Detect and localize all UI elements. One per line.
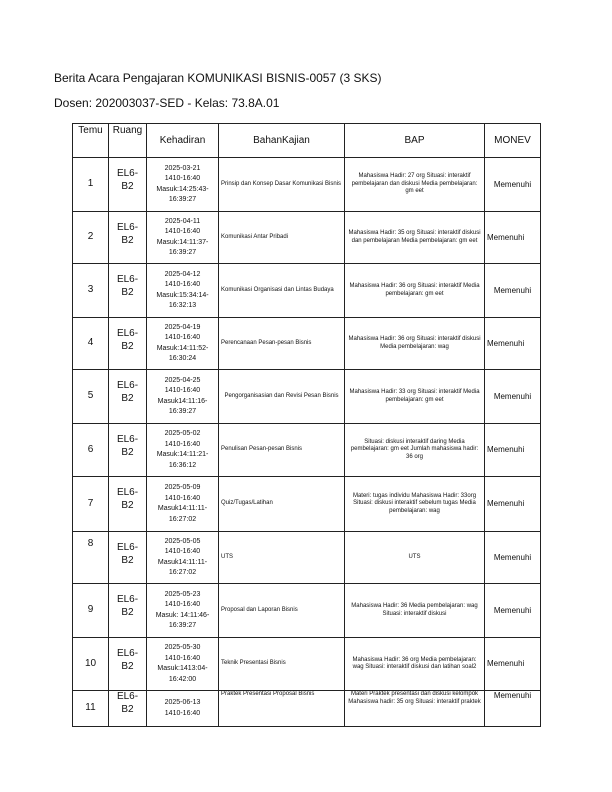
column-header-monev: MONEV xyxy=(485,124,541,158)
kehadiran-date: 2025-03-21 xyxy=(164,164,201,172)
table-row xyxy=(73,158,541,212)
table-row xyxy=(73,264,541,318)
kehadiran-cell xyxy=(147,691,219,727)
bahan-kajian-cell: Quiz/Tugas/Latihan xyxy=(219,477,345,532)
kehadiran-checkout: 16:39:27 xyxy=(168,622,197,629)
column-header-bahan-kajian: BahanKajian xyxy=(219,124,345,158)
table-row xyxy=(73,532,541,584)
monev-cell: Memenuhi xyxy=(485,264,541,318)
bap-cell: Materi Praktek presentasi dan diskusi kelompok Mahasiswa hadir: 35 org Situasi: interaktif praktek xyxy=(345,691,485,727)
kehadiran-schedule: 1410-16:40 xyxy=(164,494,201,502)
table-row xyxy=(73,477,541,532)
teaching-record-table xyxy=(72,123,541,727)
bap-cell: UTS xyxy=(345,532,485,584)
monev-cell: Memenuhi xyxy=(485,584,541,638)
kehadiran-date: 2025-05-23 xyxy=(164,590,201,598)
kehadiran-cell xyxy=(147,318,219,370)
temu-cell: 2 xyxy=(73,212,109,264)
kehadiran-schedule: 1410-16:40 xyxy=(164,601,201,608)
ruang-cell: EL6- B2 xyxy=(109,370,147,424)
bahan-kajian-cell: Penulisan Pesan-pesan Bisnis xyxy=(219,424,345,477)
kehadiran-date: 2025-04-11 xyxy=(164,217,201,225)
monev-cell: Memenuhi xyxy=(485,318,541,370)
temu-cell: 3 xyxy=(73,264,109,318)
kehadiran-date: 2025-06-13 xyxy=(164,699,201,706)
monev-cell: Memenuhi xyxy=(485,370,541,424)
kehadiran-checkout: 16:42:00 xyxy=(168,675,197,683)
kehadiran-schedule: 1410-16:40 xyxy=(164,709,201,717)
kehadiran-cell xyxy=(147,264,219,318)
ruang-cell: EL6- B2 xyxy=(109,477,147,532)
page-subtitle: Dosen: 202003037-SED - Kelas: 73.8A.01 xyxy=(54,96,280,110)
bahan-kajian-cell: UTS xyxy=(219,532,345,584)
kehadiran-cell xyxy=(147,584,219,638)
table-row xyxy=(73,638,541,691)
temu-cell: 4 xyxy=(73,318,109,370)
bahan-kajian-cell: Praktek Presentasi Proposal Bisnis xyxy=(219,691,345,727)
ruang-cell: EL6- B2 xyxy=(109,424,147,477)
monev-cell: Memenuhi xyxy=(485,691,541,727)
bap-cell: Situasi: diskusi interaktif daring Media pembelajaran: gm eet Jumlah mahasiswa hadir: 36 org xyxy=(345,424,485,477)
temu-cell: 9 xyxy=(73,584,109,638)
kehadiran-checkin: Masuk:14:11:21- xyxy=(156,451,209,458)
kehadiran-date: 2025-04-12 xyxy=(164,270,201,278)
kehadiran-checkin: Masuk14:11:16- xyxy=(157,397,208,405)
kehadiran-date: 2025-04-19 xyxy=(164,323,201,331)
bahan-kajian-cell: Komunikasi Organisasi dan Lintas Budaya xyxy=(219,264,345,318)
kehadiran-cell xyxy=(147,212,219,264)
kehadiran-checkout: 16:39:27 xyxy=(168,249,197,256)
bahan-kajian-cell: Teknik Presentasi Bisnis xyxy=(219,638,345,691)
ruang-cell: EL6- B2 xyxy=(109,318,147,370)
bahan-kajian-cell: Pengorganisasian dan Revisi Pesan Bisnis xyxy=(219,370,345,424)
ruang-cell: EL6- B2 xyxy=(109,532,147,584)
kehadiran-schedule: 1410-16:40 xyxy=(164,281,201,288)
monev-cell: Memenuhi xyxy=(485,477,541,532)
bahan-kajian-cell: Proposal dan Laporan Bisnis xyxy=(219,584,345,638)
ruang-cell: EL6- B2 xyxy=(109,264,147,318)
monev-cell: Memenuhi xyxy=(485,532,541,584)
ruang-cell: EL6- B2 xyxy=(109,212,147,264)
table-row xyxy=(73,370,541,424)
temu-cell: 7 xyxy=(73,477,109,532)
monev-cell: Memenuhi xyxy=(485,638,541,691)
column-header-ruang: Ruang xyxy=(109,124,147,158)
column-header-bap: BAP xyxy=(345,124,485,158)
kehadiran-cell xyxy=(147,477,219,532)
column-header-temu: Temu xyxy=(73,124,109,158)
kehadiran-schedule: 1410-16:40 xyxy=(164,334,201,341)
column-header-kehadiran: Kehadiran xyxy=(147,124,219,158)
kehadiran-cell xyxy=(147,370,219,424)
page-title: Berita Acara Pengajaran KOMUNIKASI BISNIS-0057 (3 SKS) xyxy=(54,71,382,85)
kehadiran-checkout: 16:27:02 xyxy=(168,569,197,576)
bap-cell: Mahasiswa Hadir: 36 org Media pembelajaran: wag Situasi: interaktif diskusi dan latihan soal2 xyxy=(345,638,485,691)
table-header-row xyxy=(73,124,541,158)
table-row xyxy=(73,318,541,370)
ruang-cell: EL6- B2 xyxy=(109,584,147,638)
kehadiran-checkout: 16:39:27 xyxy=(168,408,197,415)
kehadiran-date: 2025-05-02 xyxy=(164,430,201,437)
bap-cell: Mahasiswa Hadir: 27 org Situasi: interaktif pembelajaran dan diskusi Media pembelajaran: gm eet xyxy=(345,158,485,212)
kehadiran-date: 2025-04-25 xyxy=(164,376,201,384)
bahan-kajian-cell: Komunikasi Antar Pribadi xyxy=(219,212,345,264)
ruang-cell: EL6- B2 xyxy=(109,691,147,727)
temu-cell: 6 xyxy=(73,424,109,477)
kehadiran-checkin: Masuk14:11:11- xyxy=(157,558,208,566)
kehadiran-checkin: Masuk:14:11:52- xyxy=(156,344,209,352)
kehadiran-checkin: Masuk:14:11:37- xyxy=(156,238,209,246)
table-row xyxy=(73,691,541,727)
kehadiran-schedule: 1410-16:40 xyxy=(164,228,201,235)
monev-cell: Memenuhi xyxy=(485,158,541,212)
kehadiran-checkin: Masuk:15:34:14- xyxy=(156,291,209,299)
temu-cell: 10 xyxy=(73,638,109,691)
kehadiran-checkout: 16:39:27 xyxy=(168,196,197,203)
kehadiran-checkin: Masuk14:11:11- xyxy=(157,505,208,512)
kehadiran-checkout: 16:36:12 xyxy=(168,461,197,469)
kehadiran-checkout: 16:32:13 xyxy=(168,302,197,309)
table-row xyxy=(73,584,541,638)
kehadiran-date: 2025-05-09 xyxy=(164,484,201,491)
temu-cell: 8 xyxy=(73,532,109,584)
kehadiran-cell xyxy=(147,638,219,691)
monev-cell: Memenuhi xyxy=(485,424,541,477)
bap-cell: Mahasiswa Hadir: 33 org Situasi: interaktif Media pembelajaran: gm eet xyxy=(345,370,485,424)
ruang-cell: EL6- B2 xyxy=(109,638,147,691)
table-row xyxy=(73,212,541,264)
kehadiran-cell xyxy=(147,158,219,212)
temu-cell: 5 xyxy=(73,370,109,424)
kehadiran-checkin: Masuk:14:25:43- xyxy=(156,185,209,193)
ruang-cell: EL6- B2 xyxy=(109,158,147,212)
kehadiran-schedule: 1410-16:40 xyxy=(164,440,201,448)
kehadiran-checkout: 16:27:02 xyxy=(168,515,197,523)
kehadiran-date: 2025-05-30 xyxy=(164,644,201,651)
kehadiran-schedule: 1410-16:40 xyxy=(164,387,201,394)
bap-cell: Mahasiswa Hadir: 36 org Situasi: interaktif diskusi Media pembelajaran: wag xyxy=(345,318,485,370)
bap-cell: Mahasiswa Hadir: 35 org Situasi: interaktif diskusi dan pembelajaran Media pembelajaran: gm eet xyxy=(345,212,485,264)
kehadiran-checkout: 16:30:24 xyxy=(168,355,197,362)
temu-cell: 11 xyxy=(73,691,109,727)
kehadiran-date: 2025-05-05 xyxy=(164,537,201,545)
bap-cell: Materi: tugas individu Mahasiswa Hadir: 33org Situasi: diskusi interaktif sebelum tugas Media pembelajaran: wag xyxy=(345,477,485,532)
table-row xyxy=(73,424,541,477)
temu-cell: 1 xyxy=(73,158,109,212)
kehadiran-schedule: 1410-16:40 xyxy=(164,654,201,662)
bap-cell: Mahasiswa Hadir: 36 org Situasi: interaktif Media pembelajaran: gm eet xyxy=(345,264,485,318)
bahan-kajian-cell: Prinsip dan Konsep Dasar Komunikasi Bisnis xyxy=(219,158,345,212)
monev-cell: Memenuhi xyxy=(485,212,541,264)
kehadiran-checkin: Masuk: 14:11:46- xyxy=(155,611,210,619)
kehadiran-cell xyxy=(147,532,219,584)
kehadiran-checkin: Masuk:1413:04- xyxy=(157,665,208,672)
kehadiran-cell xyxy=(147,424,219,477)
bap-cell: Mahasiswa Hadir: 36 Media pembelajaran: wag Situasi: interaktif diskusi xyxy=(345,584,485,638)
kehadiran-schedule: 1410-16:40 xyxy=(164,175,201,182)
kehadiran-schedule: 1410-16:40 xyxy=(164,548,201,555)
bahan-kajian-cell: Perencanaan Pesan-pesan Bisnis xyxy=(219,318,345,370)
